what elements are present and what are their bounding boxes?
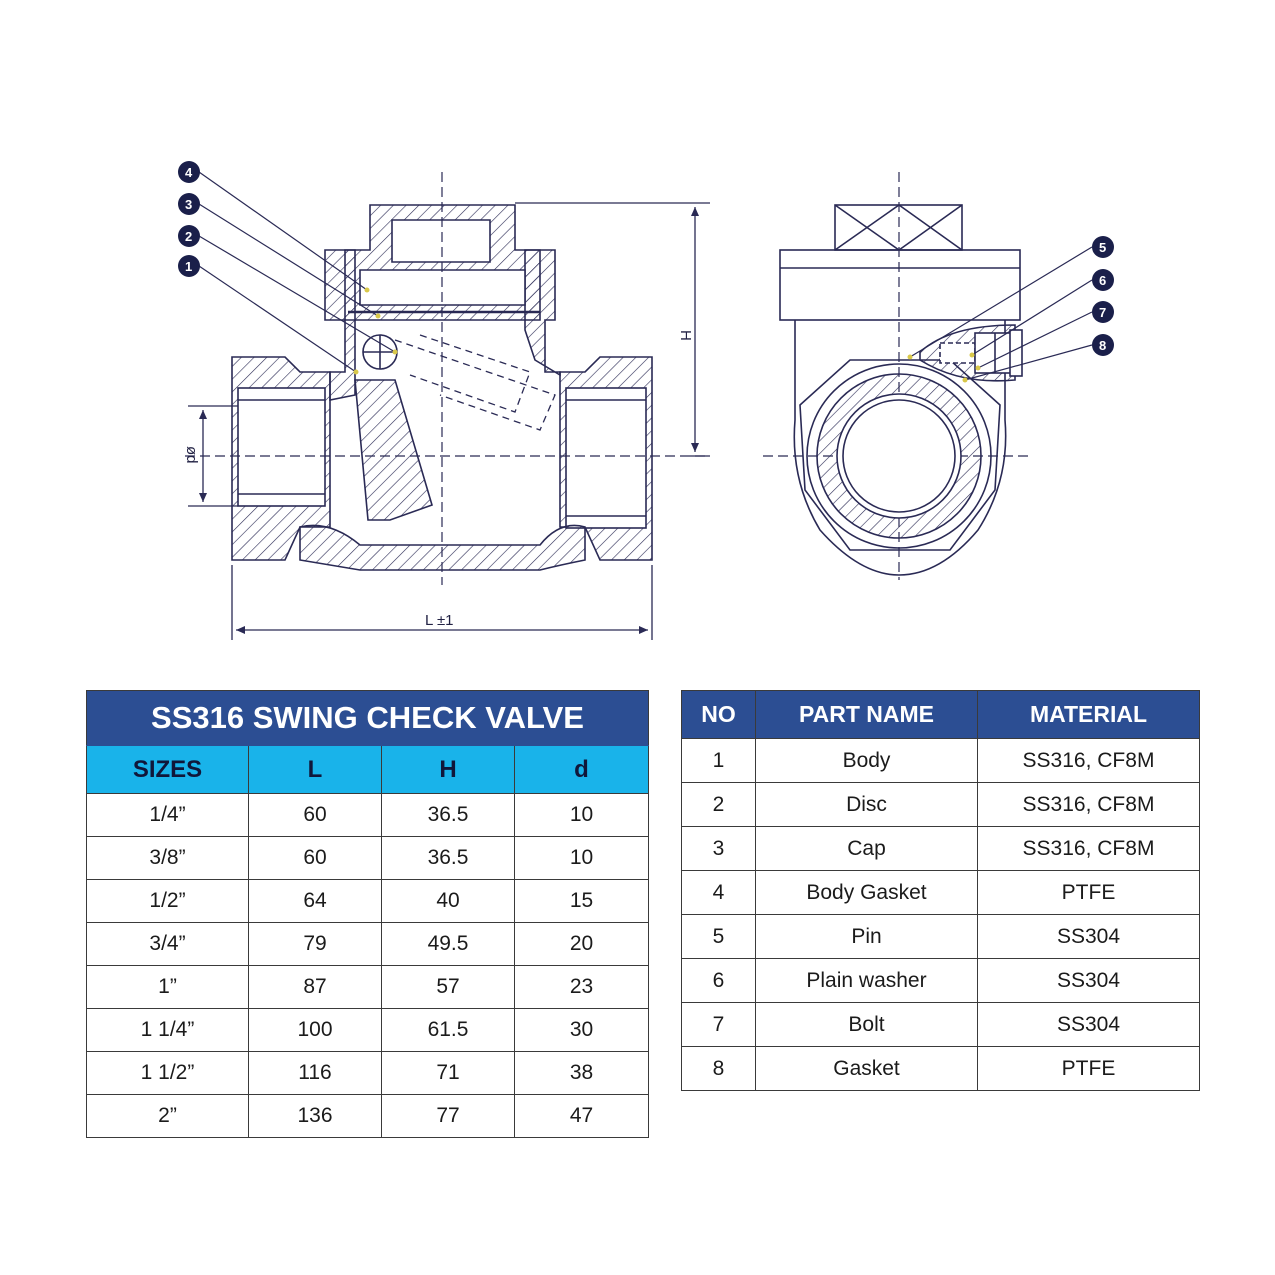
callout-8: 8 [1099, 338, 1107, 353]
header-L: L [249, 746, 382, 794]
size-cell: 1/4” [87, 794, 249, 837]
d-cell: 47 [515, 1095, 649, 1138]
l-cell: 79 [249, 923, 382, 966]
callout-2: 2 [185, 229, 193, 244]
header-H: H [382, 746, 515, 794]
callout-5: 5 [1099, 240, 1107, 255]
size-cell: 1 1/4” [87, 1009, 249, 1052]
size-cell: 2” [87, 1095, 249, 1138]
callout-1: 1 [185, 259, 193, 274]
material-cell: SS316, CF8M [978, 783, 1200, 827]
no-cell: 5 [682, 915, 756, 959]
sizes-table-header [87, 746, 649, 794]
table-row [87, 837, 649, 880]
part-name-cell: Body [756, 739, 978, 783]
no-cell: 4 [682, 871, 756, 915]
sizes-table [86, 690, 649, 1138]
table-row [682, 871, 1200, 915]
material-cell: SS316, CF8M [978, 739, 1200, 783]
h-cell: 36.5 [382, 794, 515, 837]
table-row [682, 1047, 1200, 1091]
no-cell: 1 [682, 739, 756, 783]
dim-H-label: H [677, 330, 694, 341]
d-cell: 30 [515, 1009, 649, 1052]
l-cell: 100 [249, 1009, 382, 1052]
callout-4: 4 [185, 165, 193, 180]
table-row [682, 783, 1200, 827]
size-cell: 1” [87, 966, 249, 1009]
callout-3: 3 [185, 197, 193, 212]
part-name-cell: Bolt [756, 1003, 978, 1047]
h-cell: 40 [382, 880, 515, 923]
h-cell: 77 [382, 1095, 515, 1138]
table-row [87, 794, 649, 837]
part-name-cell: Body Gasket [756, 871, 978, 915]
d-cell: 20 [515, 923, 649, 966]
material-cell: SS304 [978, 959, 1200, 1003]
no-cell: 8 [682, 1047, 756, 1091]
end-view [780, 205, 1022, 575]
size-cell: 1 1/2” [87, 1052, 249, 1095]
header-part-name: PART NAME [756, 691, 978, 739]
sizes-table-title: SS316 SWING CHECK VALVE [87, 691, 649, 746]
disc-open-position [395, 340, 555, 430]
size-cell: 3/4” [87, 923, 249, 966]
d-cell: 15 [515, 880, 649, 923]
parts-table [681, 690, 1200, 1091]
parts-table-header [682, 691, 1200, 739]
table-row [87, 1095, 649, 1138]
table-row [682, 1003, 1200, 1047]
table-row [87, 1052, 649, 1095]
d-cell: 38 [515, 1052, 649, 1095]
header-material: MATERIAL [978, 691, 1200, 739]
h-cell: 61.5 [382, 1009, 515, 1052]
table-row [682, 959, 1200, 1003]
l-cell: 60 [249, 794, 382, 837]
material-cell: SS304 [978, 1003, 1200, 1047]
table-row [682, 739, 1200, 783]
table-row [87, 923, 649, 966]
dim-L-label: L ±1 [425, 612, 454, 629]
material-cell: PTFE [978, 1047, 1200, 1091]
no-cell: 3 [682, 827, 756, 871]
h-cell: 57 [382, 966, 515, 1009]
header-no: NO [682, 691, 756, 739]
l-cell: 116 [249, 1052, 382, 1095]
header-sizes: SIZES [87, 746, 249, 794]
part-name-cell: Pin [756, 915, 978, 959]
d-cell: 10 [515, 794, 649, 837]
d-cell: 23 [515, 966, 649, 1009]
d-cell: 10 [515, 837, 649, 880]
dim-d-label: ød [183, 446, 200, 464]
no-cell: 2 [682, 783, 756, 827]
l-cell: 87 [249, 966, 382, 1009]
h-cell: 36.5 [382, 837, 515, 880]
cap-flange [780, 250, 1020, 320]
material-cell: PTFE [978, 871, 1200, 915]
no-cell: 6 [682, 959, 756, 1003]
part-name-cell: Disc [756, 783, 978, 827]
size-cell: 3/8” [87, 837, 249, 880]
table-row [682, 915, 1200, 959]
table-row [87, 966, 649, 1009]
header-d: d [515, 746, 649, 794]
h-cell: 49.5 [382, 923, 515, 966]
part-name-cell: Cap [756, 827, 978, 871]
l-cell: 60 [249, 837, 382, 880]
callout-6: 6 [1099, 273, 1107, 288]
material-cell: SS316, CF8M [978, 827, 1200, 871]
disc [355, 380, 432, 520]
table-row [87, 1009, 649, 1052]
part-name-cell: Gasket [756, 1047, 978, 1091]
no-cell: 7 [682, 1003, 756, 1047]
l-cell: 64 [249, 880, 382, 923]
table-row [87, 880, 649, 923]
size-cell: 1/2” [87, 880, 249, 923]
table-row [682, 827, 1200, 871]
material-cell: SS304 [978, 915, 1200, 959]
callout-7: 7 [1099, 305, 1107, 320]
h-cell: 71 [382, 1052, 515, 1095]
l-cell: 136 [249, 1095, 382, 1138]
part-name-cell: Plain washer [756, 959, 978, 1003]
